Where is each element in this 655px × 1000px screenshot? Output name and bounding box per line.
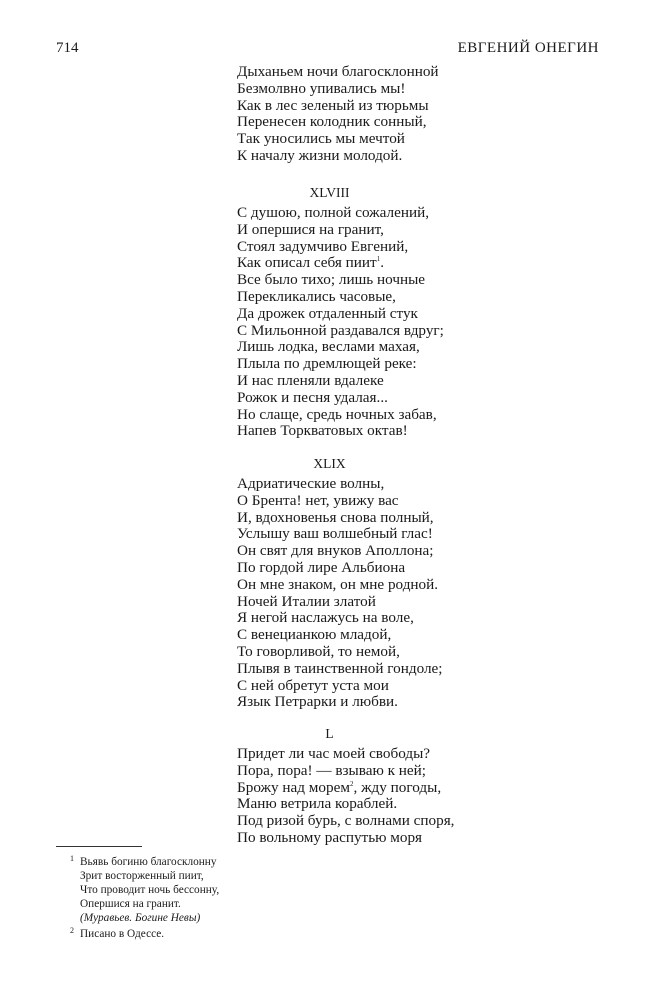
footnote-1 [56, 855, 616, 925]
verse-line: Я негой наслажусь на воле, [237, 609, 414, 627]
verse-line: Но слаще, средь ночных забав, [237, 405, 437, 423]
verse-line [237, 780, 537, 797]
running-title: ЕВГЕНИЙ ОНЕГИН [457, 40, 599, 56]
verse-line: Он свят для внуков Аполлона; [237, 542, 434, 560]
verse-line [237, 255, 537, 272]
verse-line: То говорливой, то немой, [237, 642, 400, 660]
verse-line: К началу жизни молодой. [237, 146, 403, 164]
verse-line: Перенесен колодник сонный, [237, 113, 427, 131]
footnote-divider [56, 846, 142, 847]
verse-line: Под ризой бурь, с волнами споря, [237, 812, 455, 830]
stanza-continued [237, 64, 537, 165]
verse-line: Ночей Италии златой [237, 592, 376, 610]
verse-text: , жду погоды, [353, 778, 442, 796]
verse-line: Он мне знаком, он мне родной. [237, 575, 439, 593]
verse-line: И нас пленяли вдалеке [237, 371, 384, 389]
verse-line: Безмолвно упивались мы! [237, 79, 406, 97]
footnote-ref-1[interactable]: 1 [376, 255, 381, 264]
footnote-line: Что проводит ночь бессонну, [80, 884, 220, 897]
verse-line: Пора, пора! — взываю к ней; [237, 761, 427, 779]
verse-text: Брожу над морем [237, 778, 350, 796]
footnote-ref-2[interactable]: 2 [349, 779, 354, 788]
verse-line: Плывя в таинственной гондоле; [237, 659, 443, 677]
footnote-line: Вьявь богиню благосклонну [80, 856, 217, 868]
verse-line: Плыла по дремлющей реке: [237, 355, 417, 373]
footnote-line: Опершися на гранит. [80, 898, 181, 911]
verse-line: По гордой лире Альбиона [237, 558, 406, 576]
footnote-line: Писано в Одессе. [80, 928, 165, 941]
footnote-source: (Муравьев. Богине Невы) [80, 912, 201, 925]
verse-line: С венецианкою младой, [237, 626, 392, 644]
verse-line: Стоял задумчиво Евгений, [237, 237, 409, 255]
footnote-mark: 2 [70, 926, 74, 936]
verse-line: По вольному распутью моря [237, 828, 423, 846]
verse-line: О Брента! нет, увижу вас [237, 491, 399, 509]
footnote-2 [56, 927, 616, 941]
verse-line: Да дрожек отдаленный стук [237, 304, 418, 322]
verse-line: Услышу ваш волшебный глас! [237, 525, 433, 543]
stanza-l [237, 746, 537, 847]
verse-line: Лишь лодка, веслами махая, [237, 338, 420, 356]
footnote-mark: 1 [70, 854, 74, 863]
footnote-line: Зрит восторженный пиит, [80, 870, 204, 883]
verse-line: Напев Торкватовых октав! [237, 422, 408, 440]
stanza-numeral-l: L [325, 726, 334, 741]
verse-line: И, вдохновенья снова полный, [237, 508, 434, 526]
verse-line: С ней обретут уста мои [237, 676, 389, 694]
verse-line: Адриатические волны, [237, 475, 385, 492]
running-head [56, 40, 599, 60]
verse-line: И опершися на гранит, [237, 220, 384, 238]
verse-line: Перекликались часовые, [237, 287, 396, 305]
footnotes [56, 855, 616, 942]
verse-text: Как описал себя пиит [237, 254, 377, 272]
verse-line: Так уносились мы мечтой [237, 130, 405, 148]
verse-line: Рожок и песня удалая... [237, 388, 388, 406]
verse-line: С душою, полной сожалений, [237, 204, 430, 221]
stanza-xlviii [237, 205, 537, 440]
verse-line: Дыханьем ночи благосклонной [237, 63, 439, 80]
page-number: 714 [56, 40, 79, 56]
verse-punct: . [380, 254, 384, 272]
verse-line: Как в лес зеленый из тюрьмы [237, 96, 429, 114]
verse-line: Все было тихо; лишь ночные [237, 271, 426, 289]
stanza-numeral-xlviii: XLVIII [309, 185, 350, 200]
verse-line: Маню ветрила кораблей. [237, 795, 398, 813]
stanza-numeral-xlix: XLIX [313, 456, 346, 471]
verse-line: Придет ли час моей свободы? [237, 745, 431, 762]
verse-line: Язык Петрарки и любви. [237, 693, 398, 711]
verse-line: С Мильонной раздавался вдруг; [237, 321, 444, 339]
stanza-xlix [237, 476, 537, 711]
